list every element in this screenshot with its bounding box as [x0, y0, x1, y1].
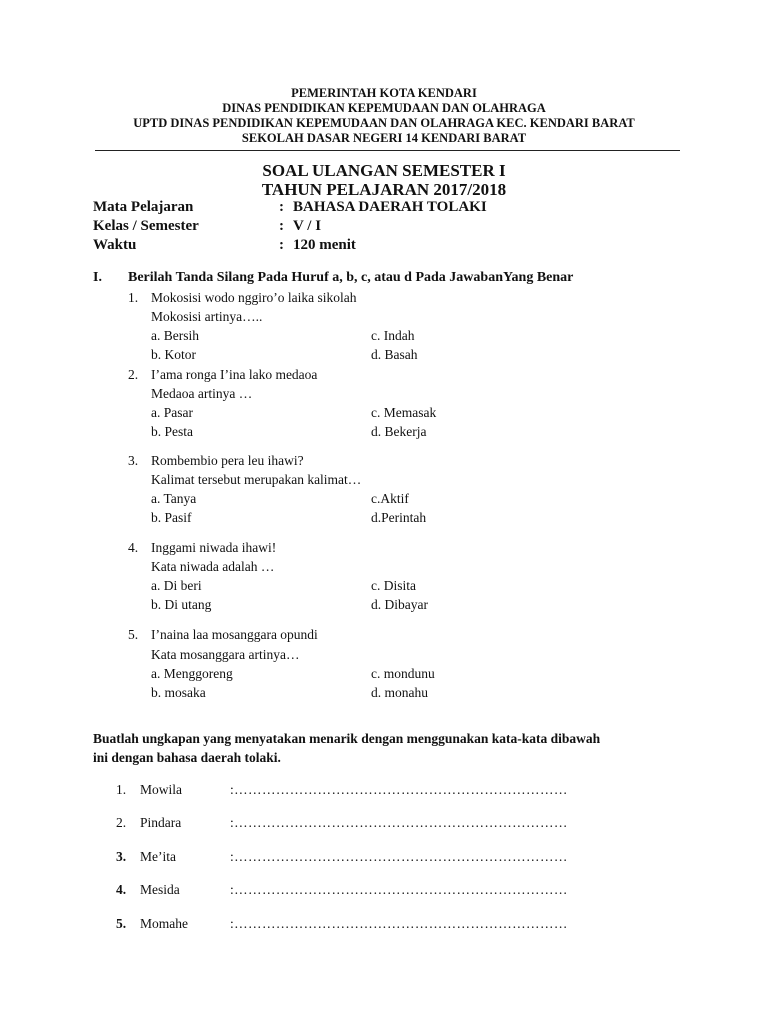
item-number: 3. [116, 849, 127, 864]
section-numeral: I. [93, 270, 102, 285]
option-c: c.Aktif [371, 491, 409, 506]
option-b: b. Pasif [151, 510, 192, 525]
option-d: d. Basah [371, 347, 418, 362]
question-number: 2. [128, 367, 139, 382]
option-d: d.Perintah [371, 510, 427, 525]
option-d: d. Dibayar [371, 597, 428, 612]
header-line-1: PEMERINTAH KOTA KENDARI [291, 86, 477, 100]
item-number: 2. [116, 815, 127, 830]
question-prompt: Medaoa artinya … [151, 386, 253, 401]
option-a: a. Tanya [151, 491, 197, 506]
option-a: a. Bersih [151, 328, 199, 343]
header-divider [95, 150, 680, 151]
question-text: I’naina laa mosanggara opundi [151, 627, 318, 642]
header-line-4: SEKOLAH DASAR NEGERI 14 KENDARI BARAT [241, 131, 527, 145]
question-prompt: Kata mosanggara artinya… [151, 647, 300, 662]
option-d: d. monahu [371, 685, 428, 700]
question-text: Rombembio pera leu ihawi? [151, 453, 304, 468]
option-c: c. Indah [371, 328, 415, 343]
item-word: Momahe [140, 916, 188, 931]
item-word: Mowila [140, 782, 182, 797]
question-number: 5. [128, 627, 139, 642]
header-line-2: DINAS PENDIDIKAN KEPEMUDAAN DAN OLAHRAGA [222, 101, 546, 115]
info-sep-subject: : [279, 199, 284, 215]
option-a: a. Menggoreng [151, 666, 233, 681]
item-word: Me’ita [140, 849, 176, 864]
answer-blank[interactable]: :……………………………………………………………… [230, 782, 568, 797]
option-b: b. Kotor [151, 347, 196, 362]
exam-title: SOAL ULANGAN SEMESTER I [262, 161, 506, 180]
answer-blank[interactable]: :……………………………………………………………… [230, 849, 568, 864]
item-number: 5. [116, 916, 127, 931]
option-b: b. Di utang [151, 597, 212, 612]
question-prompt: Kalimat tersebut merupakan kalimat… [151, 472, 362, 487]
option-c: c. Disita [371, 578, 416, 593]
option-b: b. mosaka [151, 685, 206, 700]
question-text: I’ama ronga I’ina lako medaoa [151, 367, 318, 382]
item-word: Mesida [140, 882, 180, 897]
info-sep-class: : [279, 218, 284, 234]
option-d: d. Bekerja [371, 424, 427, 439]
question-text: Mokosisi wodo nggiro’o laika sikolah [151, 290, 357, 305]
info-sep-time: : [279, 237, 284, 253]
answer-blank[interactable]: :……………………………………………………………… [230, 916, 568, 931]
option-c: c. Memasak [371, 405, 437, 420]
option-a: a. Pasar [151, 405, 193, 420]
option-c: c. mondunu [371, 666, 435, 681]
question-number: 3. [128, 453, 139, 468]
option-b: b. Pesta [151, 424, 193, 439]
question-prompt: Kata niwada adalah … [151, 559, 275, 574]
header-line-3: UPTD DINAS PENDIDIKAN KEPEMUDAAN DAN OLAHRAGA KEC. KENDARI BARAT [133, 116, 635, 130]
question-number: 1. [128, 290, 139, 305]
section-instruction: Berilah Tanda Silang Pada Huruf a, b, c, atau d Pada JawabanYang Benar [128, 270, 574, 285]
info-label-subject: Mata Pelajaran [93, 199, 194, 215]
question-text: Inggami niwada ihawi! [151, 540, 277, 555]
answer-blank[interactable]: :……………………………………………………………… [230, 882, 568, 897]
info-label-time: Waktu [93, 237, 137, 253]
answer-blank[interactable]: :……………………………………………………………… [230, 815, 568, 830]
exam-year: TAHUN PELAJARAN 2017/2018 [261, 180, 507, 199]
info-value-subject: BAHASA DAERAH TOLAKI [293, 199, 487, 215]
info-label-class: Kelas / Semester [93, 218, 199, 234]
question-number: 4. [128, 540, 139, 555]
info-value-class: V / I [293, 218, 322, 234]
info-value-time: 120 menit [293, 237, 356, 253]
option-a: a. Di beri [151, 578, 202, 593]
question-prompt: Mokosisi artinya….. [151, 309, 263, 324]
item-number: 1. [116, 782, 127, 797]
section2-instruction-line2: ini dengan bahasa daerah tolaki. [93, 750, 281, 765]
section2-instruction-line1: Buatlah ungkapan yang menyatakan menarik dengan menggunakan kata-kata dibawah [93, 731, 601, 746]
item-word: Pindara [140, 815, 182, 830]
item-number: 4. [116, 882, 127, 897]
